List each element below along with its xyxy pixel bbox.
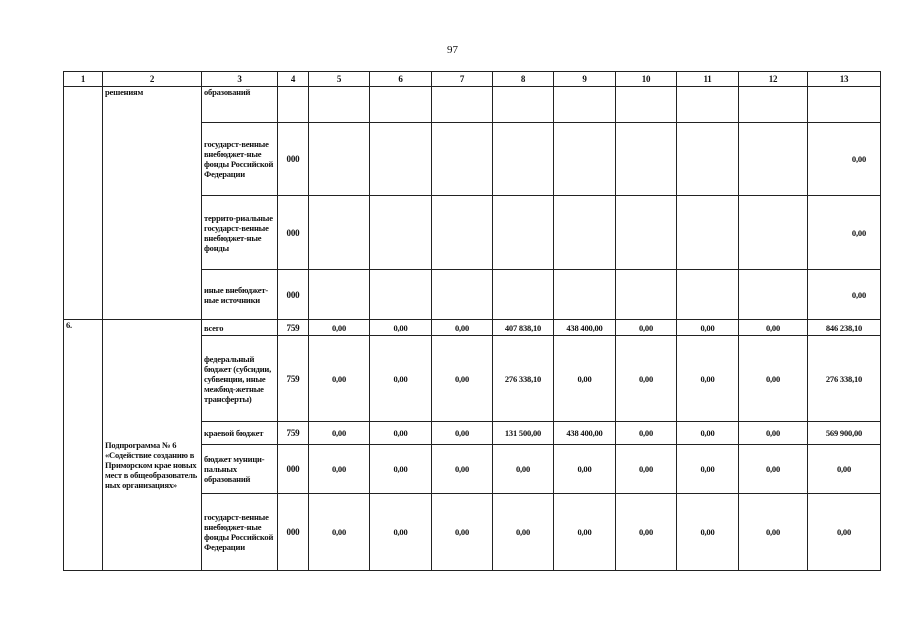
table-cell: 0,00 bbox=[370, 445, 432, 494]
table-cell bbox=[554, 123, 616, 196]
table-cell bbox=[370, 123, 432, 196]
table-cell: 0,00 bbox=[616, 336, 677, 422]
table-cell: 0,00 bbox=[739, 445, 808, 494]
page-number: 97 bbox=[447, 44, 458, 56]
table-cell bbox=[677, 270, 739, 320]
header-cell: 7 bbox=[432, 72, 493, 87]
table-cell: 0,00 bbox=[493, 494, 554, 571]
table-cell bbox=[677, 196, 739, 270]
table-cell bbox=[432, 270, 493, 320]
table-cell: 0,00 bbox=[616, 422, 677, 445]
table-cell: 0,00 bbox=[739, 336, 808, 422]
table-cell: 759 bbox=[278, 320, 309, 336]
table-cell: 0,00 bbox=[677, 494, 739, 571]
table-cell: 846 238,10 bbox=[808, 320, 881, 336]
table-cell bbox=[677, 123, 739, 196]
table-cell bbox=[64, 87, 103, 320]
table-cell: 0,00 bbox=[808, 494, 881, 571]
table-cell: 0,00 bbox=[309, 422, 370, 445]
table-cell bbox=[493, 123, 554, 196]
table-cell bbox=[739, 196, 808, 270]
table-cell bbox=[493, 196, 554, 270]
header-cell: 2 bbox=[103, 72, 202, 87]
table-cell: 0,00 bbox=[616, 320, 677, 336]
table-cell: 0,00 bbox=[677, 445, 739, 494]
table-cell bbox=[808, 87, 881, 123]
table-cell: 0,00 bbox=[370, 336, 432, 422]
table-cell: 569 900,00 bbox=[808, 422, 881, 445]
header-cell: 8 bbox=[493, 72, 554, 87]
table-cell bbox=[554, 196, 616, 270]
header-cell: 4 bbox=[278, 72, 309, 87]
table-cell: 0,00 bbox=[677, 336, 739, 422]
table-cell bbox=[739, 270, 808, 320]
table-cell: 0,00 bbox=[432, 320, 493, 336]
table-cell: 0,00 bbox=[309, 320, 370, 336]
table-cell: 0,00 bbox=[554, 445, 616, 494]
table-cell bbox=[309, 196, 370, 270]
table-cell bbox=[493, 270, 554, 320]
table-cell: 438 400,00 bbox=[554, 320, 616, 336]
table-cell: террито-риальные государст-венные внебюджет-ные фонды bbox=[202, 196, 278, 270]
table-cell: образований bbox=[202, 87, 278, 123]
table-cell bbox=[616, 270, 677, 320]
table-row bbox=[64, 320, 881, 336]
table-cell: 000 bbox=[278, 123, 309, 196]
table-cell bbox=[432, 123, 493, 196]
table-cell: 0,00 bbox=[808, 270, 881, 320]
table-cell bbox=[739, 87, 808, 123]
table-cell: 0,00 bbox=[616, 494, 677, 571]
table-cell: 0,00 bbox=[808, 123, 881, 196]
table-cell: 000 bbox=[278, 494, 309, 571]
table-cell: 0,00 bbox=[739, 320, 808, 336]
table-cell: 0,00 bbox=[370, 320, 432, 336]
table-cell bbox=[677, 87, 739, 123]
table-cell: 0,00 bbox=[493, 445, 554, 494]
table-cell: 0,00 bbox=[432, 336, 493, 422]
budget-table bbox=[63, 71, 881, 571]
table-cell: 759 bbox=[278, 336, 309, 422]
table-cell bbox=[309, 123, 370, 196]
table-cell: краевой бюджет bbox=[202, 422, 278, 445]
table-cell: 000 bbox=[278, 270, 309, 320]
table-cell: иные внебюджет-ные источники bbox=[202, 270, 278, 320]
subprogram-name: Подпрограмма № 6 «Содействие созданию в Приморском крае новых мест в общеобразователь ных организациях» bbox=[103, 320, 202, 571]
table-cell bbox=[616, 196, 677, 270]
header-cell: 13 bbox=[808, 72, 881, 87]
table-cell: 438 400,00 bbox=[554, 422, 616, 445]
table-cell: 759 bbox=[278, 422, 309, 445]
table-cell bbox=[370, 196, 432, 270]
table-cell: 0,00 bbox=[616, 445, 677, 494]
table-cell: 0,00 bbox=[432, 422, 493, 445]
table-cell: 0,00 bbox=[677, 320, 739, 336]
table-cell: решениям bbox=[103, 87, 202, 320]
table-cell: 0,00 bbox=[432, 445, 493, 494]
table-cell bbox=[278, 87, 309, 123]
table-cell: 0,00 bbox=[309, 445, 370, 494]
table-cell: 276 338,10 bbox=[493, 336, 554, 422]
table-cell bbox=[309, 87, 370, 123]
table-cell: 0,00 bbox=[432, 494, 493, 571]
table-row bbox=[64, 87, 881, 123]
table-cell: 0,00 bbox=[808, 445, 881, 494]
table-cell bbox=[493, 87, 554, 123]
table-cell: 000 bbox=[278, 445, 309, 494]
table-cell: 276 338,10 bbox=[808, 336, 881, 422]
table-cell: 131 500,00 bbox=[493, 422, 554, 445]
table-cell: государст-венные внебюджет-ные фонды Российской Федерации bbox=[202, 123, 278, 196]
table-cell: 0,00 bbox=[739, 494, 808, 571]
header-cell: 10 bbox=[616, 72, 677, 87]
header-cell: 1 bbox=[64, 72, 103, 87]
table-cell: всего bbox=[202, 320, 278, 336]
table-cell: государст-венные внебюджет-ные фонды Российской Федерации bbox=[202, 494, 278, 571]
table-cell: 0,00 bbox=[309, 494, 370, 571]
table-cell bbox=[616, 87, 677, 123]
table-cell bbox=[370, 270, 432, 320]
header-row bbox=[64, 72, 881, 87]
header-cell: 11 bbox=[677, 72, 739, 87]
table-cell: 0,00 bbox=[808, 196, 881, 270]
table-cell bbox=[739, 123, 808, 196]
row-number: 6. bbox=[64, 320, 103, 571]
header-cell: 5 bbox=[309, 72, 370, 87]
table-cell bbox=[432, 196, 493, 270]
table-cell: 0,00 bbox=[554, 336, 616, 422]
table-cell bbox=[554, 270, 616, 320]
header-cell: 6 bbox=[370, 72, 432, 87]
table-cell: 0,00 bbox=[370, 422, 432, 445]
table-cell bbox=[432, 87, 493, 123]
table-cell bbox=[370, 87, 432, 123]
table-cell: 0,00 bbox=[554, 494, 616, 571]
table-cell: 0,00 bbox=[309, 336, 370, 422]
table-cell: 0,00 bbox=[739, 422, 808, 445]
header-cell: 9 bbox=[554, 72, 616, 87]
table-cell bbox=[309, 270, 370, 320]
table-cell: бюджет муници-пальных образований bbox=[202, 445, 278, 494]
header-cell: 12 bbox=[739, 72, 808, 87]
table-cell bbox=[554, 87, 616, 123]
table-cell: 000 bbox=[278, 196, 309, 270]
table-cell: 407 838,10 bbox=[493, 320, 554, 336]
table-cell: 0,00 bbox=[370, 494, 432, 571]
header-cell: 3 bbox=[202, 72, 278, 87]
table-cell: федеральный бюджет (субсидии, субвенции, иные межбюд-жетные трансферты) bbox=[202, 336, 278, 422]
table-cell bbox=[616, 123, 677, 196]
table-cell: 0,00 bbox=[677, 422, 739, 445]
